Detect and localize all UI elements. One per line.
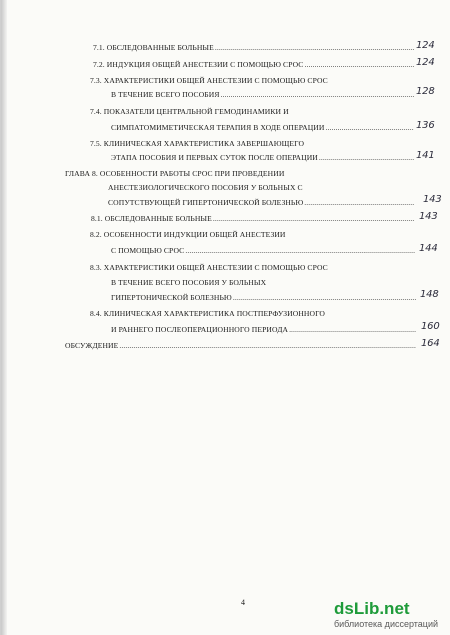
- leader-dots: [213, 214, 414, 224]
- toc-entry-7-3-line2: [111, 90, 415, 100]
- dslib-watermark-logo: [334, 599, 444, 631]
- toc-entry-8-3-line2: В ТЕЧЕНИЕ ВСЕГО ПОСОБИЯ У БОЛЬНЫХ: [111, 278, 267, 287]
- toc-entry-8-2-line1: 8.2. ОСОБЕННОСТИ ИНДУКЦИИ ОБЩЕЙ АНЕСТЕЗИИ: [90, 230, 286, 239]
- toc-entry-8-2-line2: [111, 246, 416, 256]
- handwritten-page-number: 144: [419, 243, 438, 254]
- toc-chapter-8-line3: [108, 198, 415, 208]
- leader-dots: [233, 293, 416, 303]
- leader-dots: [185, 246, 415, 256]
- toc-entry-text: 7.2. ИНДУКЦИЯ ОБЩЕЙ АНЕСТЕЗИИ С ПОМОЩЬЮ СРОС: [93, 60, 304, 69]
- toc-entry-7-5-line2: [111, 153, 415, 163]
- toc-entry-text: В ТЕЧЕНИЕ ВСЕГО ПОСОБИЯ: [111, 90, 220, 99]
- handwritten-page-number: 141: [416, 150, 435, 161]
- leader-dots: [304, 60, 414, 70]
- handwritten-page-number: 124: [416, 57, 435, 68]
- toc-entry-8-4-line1: 8.4. КЛИНИЧЕСКАЯ ХАРАКТЕРИСТИКА ПОСТПЕРФУЗИОННОГО: [90, 309, 325, 318]
- toc-entry-text: ОБСУЖДЕНИЕ: [65, 341, 119, 350]
- watermark-brand: dsLib.net: [334, 599, 410, 618]
- handwritten-page-number: 124: [416, 40, 435, 51]
- toc-entry-7-1: [93, 43, 415, 53]
- leader-dots: [319, 153, 414, 163]
- toc-entry-text: СОПУТСТВУЮЩЕЙ ГИПЕРТОНИЧЕСКОЙ БОЛЕЗНЬЮ: [108, 198, 304, 207]
- toc-entry-text: 7.1. ОБСЛЕДОВАННЫЕ БОЛЬНЫЕ: [93, 43, 214, 52]
- leader-dots: [289, 325, 416, 335]
- handwritten-page-number: 128: [416, 86, 435, 97]
- page-number: 4: [241, 598, 245, 607]
- toc-entry-text: И РАННЕГО ПОСЛЕОПЕРАЦИОННОГО ПЕРИОДА: [111, 325, 289, 334]
- toc-entry-8-3-line3: [111, 293, 417, 303]
- toc-entry-discussion: [65, 341, 417, 351]
- toc-entry-text: ЭТАПА ПОСОБИЯ И ПЕРВЫХ СУТОК ПОСЛЕ ОПЕРАЦИИ: [111, 153, 318, 162]
- leader-dots: [215, 43, 414, 53]
- toc-chapter-8-line1: ГЛАВА 8. ОСОБЕННОСТИ РАБОТЫ СРОС ПРИ ПРОВЕДЕНИИ: [65, 169, 285, 178]
- toc-entry-text: СИМПАТОМИМЕТИЧЕСКАЯ ТЕРАПИЯ В ХОДЕ ОПЕРАЦИИ: [111, 123, 325, 132]
- handwritten-page-number: 143: [419, 211, 438, 222]
- toc-entry-7-5-line1: 7.5. КЛИНИЧЕСКАЯ ХАРАКТЕРИСТИКА ЗАВЕРШАЮЩЕГО: [90, 139, 305, 148]
- leader-dots: [325, 123, 414, 133]
- toc-entry-text: С ПОМОЩЬЮ СРОС: [111, 246, 185, 255]
- page-spine-shadow: [1, 0, 7, 635]
- toc-entry-text: ГИПЕРТОНИЧЕСКОЙ БОЛЕЗНЬЮ: [111, 293, 232, 302]
- watermark-subtitle: библиотека диссертаций: [334, 619, 439, 629]
- leader-dots: [221, 90, 415, 100]
- toc-entry-7-4-line1: 7.4. ПОКАЗАТЕЛИ ЦЕНТРАЛЬНОЙ ГЕМОДИНАМИКИ И: [90, 107, 289, 116]
- toc-chapter-8-line2: АНЕСТЕЗИОЛОГИЧЕСКОГО ПОСОБИЯ У БОЛЬНЫХ С: [108, 183, 303, 192]
- toc-entry-text: 8.1. ОБСЛЕДОВАННЫЕ БОЛЬНЫЕ: [91, 214, 212, 223]
- toc-entry-8-1: [91, 214, 415, 224]
- handwritten-page-number: 160: [421, 321, 440, 332]
- toc-entry-8-4-line2: [111, 325, 417, 335]
- toc-entry-7-4-line2: [111, 123, 415, 133]
- toc-entry-7-2: [93, 60, 415, 70]
- toc-entry-8-3-line1: 8.3. ХАРАКТЕРИСТИКИ ОБЩЕЙ АНЕСТЕЗИИ С ПОМОЩЬЮ СРОС: [90, 263, 328, 272]
- handwritten-page-number: 148: [420, 289, 439, 300]
- handwritten-page-number: 143: [423, 194, 442, 205]
- toc-entry-7-3-line1: 7.3. ХАРАКТЕРИСТИКИ ОБЩЕЙ АНЕСТЕЗИИ С ПОМОЩЬЮ СРОС: [90, 76, 328, 85]
- leader-dots: [119, 341, 416, 351]
- leader-dots: [304, 198, 414, 208]
- handwritten-page-number: 136: [416, 120, 435, 131]
- handwritten-page-number: 164: [421, 338, 440, 349]
